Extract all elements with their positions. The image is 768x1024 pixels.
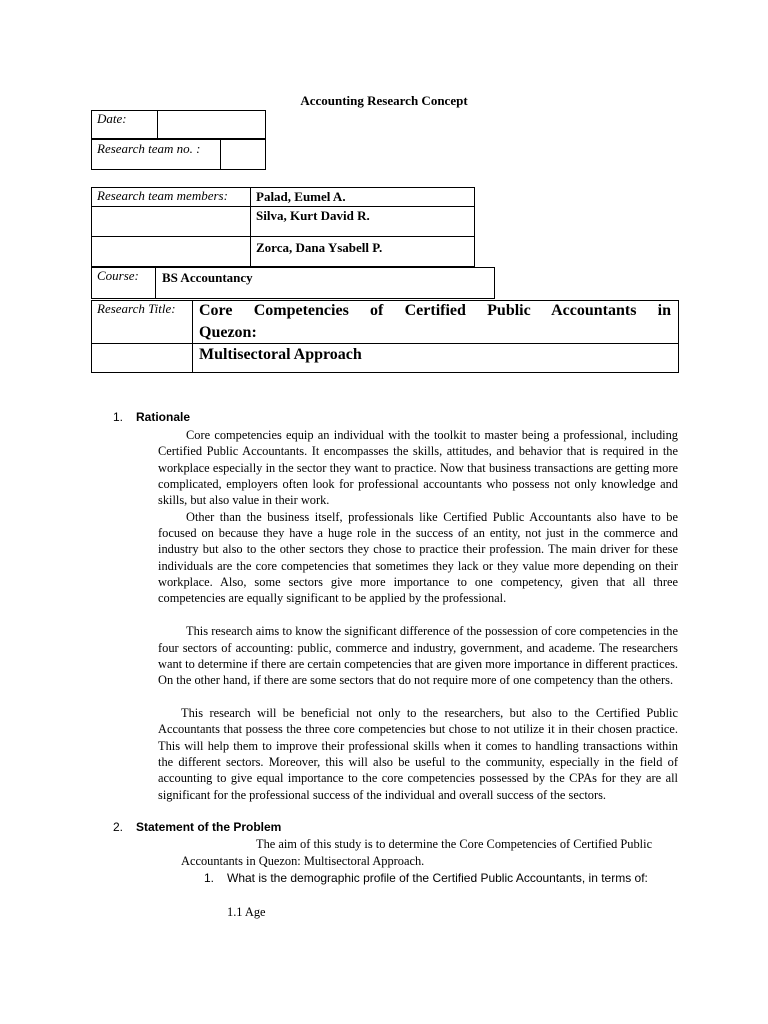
member-name: Silva, Kurt David R. — [256, 208, 370, 223]
rationale-paragraph: This research will be beneficial not only to the researchers, but also to the Certified Public Accountants that possess the three core competencies but chose to not utilize it in their chosen practice. This will help them to improve their professional skills when it comes to handling transactions within the different sectors. Moreover, this will also be useful to the community, especially in the field of accounting to give equal importance to the core competencies possessed by the CPAs for they are all significant for the professional success of the individual and overall success of the sectors. — [158, 705, 678, 802]
aim-line-2: Accountants in Quezon: Multisectoral Approach. — [181, 853, 425, 868]
section-heading-rationale: Rationale — [136, 410, 191, 424]
section-number: 2. — [113, 820, 124, 834]
rationale-paragraph: This research aims to know the significant difference of the possession of core competencies in the four sectors of accounting: public, commerce and industry, government, and academe. The researchers want to determine if there are certain competencies that are given more importance in different practices. On the other hand, if there are some sectors that do not require more of one competency than the others. — [158, 624, 678, 688]
question-number: 1. — [204, 871, 215, 885]
course-label: Course: — [97, 268, 139, 283]
date-input[interactable] — [158, 111, 265, 138]
members-label: Research team members: — [97, 188, 228, 203]
research-title-line2: Quezon: — [199, 324, 257, 341]
course-value: BS Accountancy — [162, 270, 253, 285]
section-heading-statement-of-problem: Statement of the Problem — [136, 820, 282, 834]
date-label: Date: — [97, 111, 127, 126]
member-name: Zorca, Dana Ysabell P. — [256, 240, 383, 255]
rationale-paragraph: Other than the business itself, professionals like Certified Public Accountants also have to be focused on because they have a huge role in the success of an entity, not just in the commerce and industry but also to the other sectors they chose to practice their profession. The main driver for these individuals are the core competencies that sometimes they lack or they value more depending on their workplace. Also, some sectors give more importance to one competency, given that all three competencies are equally significant to be applied by the professional. — [158, 509, 678, 606]
team-no-input[interactable] — [221, 140, 265, 169]
research-title-line3: Multisectoral Approach — [199, 346, 362, 363]
team-no-label: Research team no. : — [97, 141, 201, 156]
member-name: Palad, Eumel A. — [256, 189, 346, 204]
section-number: 1. — [113, 410, 124, 424]
document-title: Accounting Research Concept — [300, 93, 468, 108]
research-title-label: Research Title: — [97, 301, 176, 316]
question-text: What is the demographic profile of the Certified Public Accountants, in terms of: — [227, 871, 648, 885]
aim-line-1: The aim of this study is to determine the Core Competencies of Certified Public — [256, 837, 653, 851]
course-field-box — [91, 267, 495, 299]
research-title-line1: Core Competencies of Certified Public Accountants in — [199, 302, 671, 319]
rationale-paragraph: Core competencies equip an individual with the toolkit to master being a professional, including Certified Public Accountants. It encompasses the skills, attitudes, and behavior that is required in the workplace especially in the sector they want to practice. Now that business transactions are getting more complicated, employers often look for professional accountants who possess not only knowledge and skills, but also value in their work. — [158, 428, 678, 508]
sub-item-age: 1.1 Age — [227, 905, 266, 919]
